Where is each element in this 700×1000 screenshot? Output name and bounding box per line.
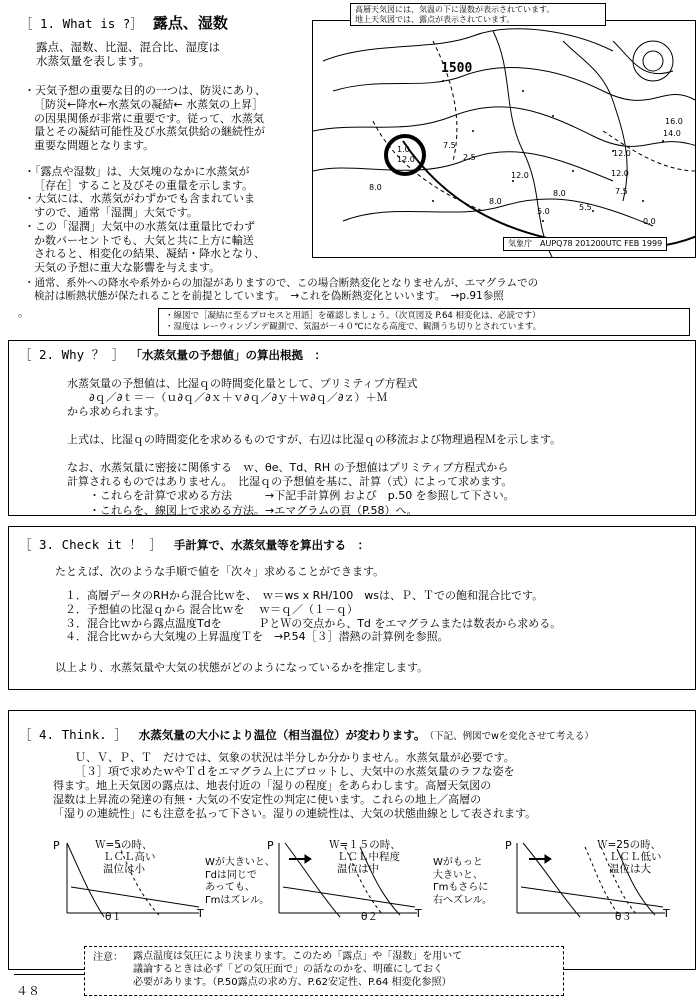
step-item: ４．混合比ｗから大気塊の上昇温度Ｔを →P.54［３］潜熱の計算例を参照。	[65, 630, 449, 644]
emagram-w15-theta: θ２	[361, 911, 378, 923]
section-3-steps	[65, 589, 561, 644]
map-value: 14.0	[663, 129, 681, 138]
map-source: 気象庁 AUPQ78 201200UTC FEB 1999	[503, 237, 667, 251]
step-item: ２．予想値の比湿ｑから 混合比ｗを ｗ＝ｑ／（１－ｑ）	[65, 602, 358, 616]
page-rule	[14, 974, 84, 975]
section-1-lead: 露点、湿数、比湿、混合比、湿度は 水蒸気量を表します。	[36, 40, 220, 69]
axis-t-label: T	[415, 907, 422, 920]
map-value: 16.0	[665, 117, 683, 126]
section-1-dot: 。	[18, 306, 29, 319]
emagram-w15-lcl: ＬＣＬ中程度	[337, 851, 400, 863]
map-value: 8.0	[369, 183, 382, 192]
section-4-title: ［ 4. Think. ］	[19, 727, 127, 742]
weather-map	[312, 20, 696, 258]
section-2-heading: 「水蒸気量の予想値」の算出根拠 ：	[136, 348, 326, 362]
section-3-title: ［ 3. Check it ！ ］	[19, 537, 162, 552]
map-value: 12.0	[613, 149, 631, 158]
emagram-w5-theta: θ１	[105, 911, 122, 923]
step-item: １．高層データのRHから混合比ｗを、 ｗ＝ws x RH/100 wsは、Ｐ、Ｔでの飽和混合比です。	[65, 589, 544, 602]
emagram-w5-lcl: ＬＣＬ高い	[103, 851, 156, 863]
section-3-intro: たとえば、次のような手順で値を「次々」求めることができます。	[55, 565, 385, 578]
map-value: 1.0	[397, 145, 410, 154]
section-2-title: ［ 2. Why ？ ］	[19, 347, 125, 362]
axis-t-label: T	[197, 907, 204, 920]
emagram-w25-lcl: ＬＣＬ低い	[609, 851, 662, 863]
emagram-w15	[265, 839, 435, 929]
section-1-header	[20, 14, 228, 33]
map-isobar-label: 1500	[441, 61, 473, 76]
emagram-w25	[505, 839, 685, 929]
axis-p-label: P	[505, 839, 512, 852]
page-number: ４８	[16, 984, 41, 998]
section-2-header	[19, 347, 326, 363]
map-caption: 高層天気図には、気温の下に湿数が表示されています。 地上天気図では、露点が表示されています。	[350, 3, 606, 26]
emagram-w5-theta-level: 温位は小	[103, 863, 145, 875]
map-value: 5.5	[579, 203, 592, 212]
section-3-outro: 以上より、水蒸気量や大気の状態がどのようになっているかを推定します。	[55, 661, 429, 674]
emagram-w25-theta-level: 温位は大	[609, 863, 651, 875]
step-item: ３．混合比ｗから露点温度Tdを ＰとＷの交点から、Td をエマグラムまたは数表から求める。	[65, 616, 562, 630]
map-value: 5.0	[537, 207, 550, 216]
section-3-header	[19, 537, 369, 553]
section-1-title: ［ 1. What is ?］	[20, 16, 143, 31]
section-4	[8, 710, 696, 970]
notice-box: 注意： 露点温度は気圧により決まります。このため「露点」や「湿数」を用いて 議論するときは必ず「どの気圧面で」の話なのかを、明確にしておく 必要があります。（P.50露点の求め方、P.62安定性、P.64 相変化参照）	[84, 946, 564, 996]
section-4-header	[19, 727, 594, 743]
emagram-w25-theta: θ３	[615, 911, 632, 923]
emagram-w15-theta-level: 温位は中	[337, 863, 379, 875]
map-value: 8.0	[553, 189, 566, 198]
section-1-footer-text: ・通常、系外への降水や系外からの加湿がありますので、この場合断熱変化となりませんが、エマグラムでの 検討は断熱状態が保たれることを前提としています。 →これを偽断熱変化といいます。 →p.91参照	[24, 277, 539, 303]
note-middle-1: Wが大きいと、 Γdは同じで あっても、 Γmはズレル。	[205, 857, 275, 906]
axis-p-label: P	[53, 839, 60, 852]
map-value: 12.0	[397, 155, 415, 164]
map-value: 12.0	[611, 169, 629, 178]
emagram-w5-w: Ｗ=5の時、	[95, 839, 153, 851]
section-4-heading: 水蒸気量の大小により温位（相当温位）が変わります。	[138, 728, 426, 742]
axis-t-label: T	[663, 907, 670, 920]
map-value: 0.0	[643, 217, 656, 226]
section-1-heading: 露点、湿数	[152, 14, 228, 32]
section-2	[8, 340, 696, 516]
section-3-heading: 手計算で、水蒸気量等を算出する ：	[173, 538, 370, 552]
weather-map-figure	[313, 21, 696, 258]
map-value: 2.5	[463, 153, 476, 162]
section-4-body: Ｕ、Ｖ、Ｐ、Ｔ だけでは、気象の状況は半分しか分かりません。水蒸気量が必要です。 ［３］項で求めたｗやＴｄをエマグラム上にプロットし、大気中の水蒸気量のラフな姿を 得ます。地上天気図の露点は、地表付近の「湿りの程度」をあらわします。高層天気図の 湿数は上昇流の発達の有無・大気の不安定性の判定に使います。これらの地上／高層の 「湿りの連続性」にも注意を払って下さい。湿りの連続性は、大気の状態曲線として表されます。	[53, 751, 537, 821]
axis-p-label: P	[267, 839, 274, 852]
emagram-w25-w: Ｗ=25の時、	[597, 839, 662, 851]
map-value: 12.0	[511, 171, 529, 180]
emagram-w15-w: Ｗ=１５の時、	[329, 839, 401, 851]
note-middle-2: Wがもっと 大きいと、 Γmもさらに 右へズレル。	[433, 857, 492, 906]
section-1-body: ・天気予想の重要な目的の一つは、防災にあり、 ［防災←降水←水蒸気の凝結← 水蒸気の上昇］ の因果関係が非常に重要です。従って、水蒸気 量とその凝結可能性及び水蒸気供給の継続性が 重要な問題となります。 ・「露点や湿数」は、大気塊のなかに水蒸気が ［存在］すること及びその重量を示します。 ・大気には、水蒸気がわずかでも含まれていま すので、通常「湿潤」大気です。 ・この「湿潤」大気中の水蒸気は重量比でわず か数パーセントでも、大気と共に上方に輸送 されると、相変化の結果、凝結・降水となり、 天気の予想に重大な影響を与えます。	[24, 84, 266, 274]
section-3	[8, 526, 696, 690]
section-4-heading-note: （下記、例図でwを変化させて考える）	[429, 731, 594, 742]
notice-head: 注意：	[93, 952, 123, 963]
map-value: 7.5	[443, 141, 456, 150]
section-2-body: 水蒸気量の予想値は、比湿ｑの時間変化量として、プリミティブ方程式 ∂ｑ／∂ｔ＝－（ｕ∂ｑ／∂ｘ＋ｖ∂ｑ／∂ｙ＋ｗ∂ｑ／∂ｚ）＋Ｍ から求められます。 上式は、比湿ｑの時間変化を求めるものですが、右辺は比湿ｑの移流および物理過程Ｍを示します。 なお、水蒸気量に密接に関係する ｗ、θe、Td、RH の予想値はプリミティブ方程式から 計算されるものではありません。 比湿ｑの予想値を基に、計算（式）によって求めます。 ・これらを計算で求める方法 →下記手計算例 および p.50 を参照して下さい。 ・これらを、線図上で求める方法。→エマグラムの頁（P.58）へ。	[67, 377, 562, 517]
map-value: 8.0	[489, 197, 502, 206]
emagram-w5	[49, 839, 219, 929]
map-value: 7.5	[615, 187, 628, 196]
section-1-notes: ・線図で［凝結に至るプロセスと用語］を確認しましょう。（次頁図及 P.64 相変化は、必読です） ・湿度は レーウィンゾンデ観測で、気温が－４０℃になる高度で、観測うち切りとされています。	[158, 308, 690, 336]
